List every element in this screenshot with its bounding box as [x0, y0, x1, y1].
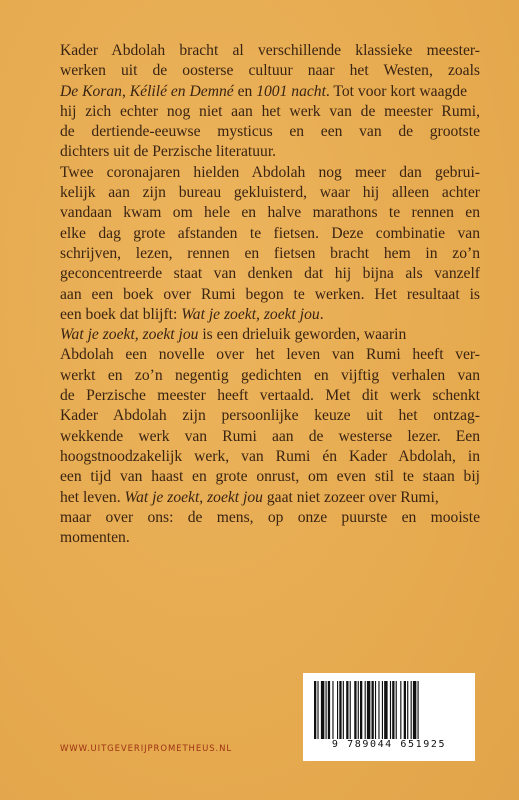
text-line: Abdolah een novelle over het leven van Rumi heeft ver- [60, 346, 480, 364]
text-fragment: . [319, 305, 324, 323]
text-line: kelijk aan zijn bureau gekluisterd, waar hij alleen achter [60, 184, 480, 202]
text-fragment: en [233, 82, 257, 100]
publisher-website-link[interactable]: WWW.UITGEVERIJPROMETHEUS.NL [60, 744, 233, 754]
book-title: Wat je zoekt, zoekt jou [60, 326, 199, 344]
book-title: Wat je zoekt, zoekt jou [181, 305, 320, 323]
text-line: Twee coronajaren hielden Abdolah nog meer dan gebrui- [60, 163, 480, 181]
text-line: een tijd van haast en grote onrust, om even stil te staan bij [60, 468, 480, 486]
text-line: werkt en zo’n negentig gedichten en vijftig verhalen van [60, 366, 480, 384]
text-line [60, 488, 480, 508]
book-title: De Koran [60, 82, 122, 100]
text-line: maar over ons: de mens, op onze puurste en mooiste [60, 508, 480, 526]
paragraph-intro [60, 41, 480, 163]
text-line: geconcentreerde staat van denken dat hij bijna als vanzelf [60, 265, 480, 283]
text-line: werken uit de oosterse cultuur naar het Westen, zoals [60, 62, 480, 80]
paragraph-corona [60, 163, 480, 325]
book-title: Kélilé en Demné [129, 82, 234, 100]
text-line [60, 305, 480, 325]
text-line: momenten. [60, 529, 130, 547]
isbn-barcode [303, 673, 475, 761]
text-fragment: is een drieluik geworden, waarin [198, 326, 407, 344]
text-fragment: , [121, 82, 130, 100]
text-line: de dertiende-eeuwse mysticus en een van de grootste [60, 123, 480, 141]
text-line [60, 325, 480, 345]
text-line: de Perzische meester heeft vertaald. Met dit werk schenkt [60, 387, 480, 405]
paragraph-triptych [60, 325, 480, 548]
text-line: elke dag grote afstanden te fietsen. Deze combinatie van [60, 224, 480, 242]
text-line: schrijven, lezen, rennen en fietsen bracht hem in zo’n [60, 244, 480, 262]
book-title: Wat je zoekt, zoekt jou [124, 488, 263, 506]
text-fragment: het leven. [60, 488, 125, 506]
text-line: Kader Abdolah bracht al verschillende klassieke meester- [60, 42, 480, 59]
text-fragment: . Tot voor kort waagde [325, 82, 468, 100]
text-fragment: gaat niet zozeer over Rumi, [262, 488, 439, 506]
blurb-text [60, 41, 480, 548]
text-line: hoogstnoodzakelijk werk, van Rumi én Kader Abdolah, in [60, 447, 480, 465]
text-fragment: een boek dat blijft: [60, 305, 182, 323]
isbn-number: 9 789044 651925 [331, 739, 447, 750]
text-line [60, 82, 480, 102]
book-title: 1001 nacht [256, 82, 326, 100]
text-line: dichters uit de Perzische literatuur. [60, 143, 277, 161]
text-line: aan een boek over Rumi begon te werken. Het resultaat is [60, 285, 480, 303]
text-line: vandaan kwam om hele en halve marathons te rennen en [60, 204, 480, 222]
text-line: Kader Abdolah zijn persoonlijke keuze uit het ontzag- [60, 407, 480, 425]
text-line: wekkende werk van Rumi aan de westerse lezer. Een [60, 427, 480, 445]
barcode-bars [314, 681, 464, 739]
text-line: hij zich echter nog niet aan het werk van de meester Rumi, [60, 102, 480, 120]
